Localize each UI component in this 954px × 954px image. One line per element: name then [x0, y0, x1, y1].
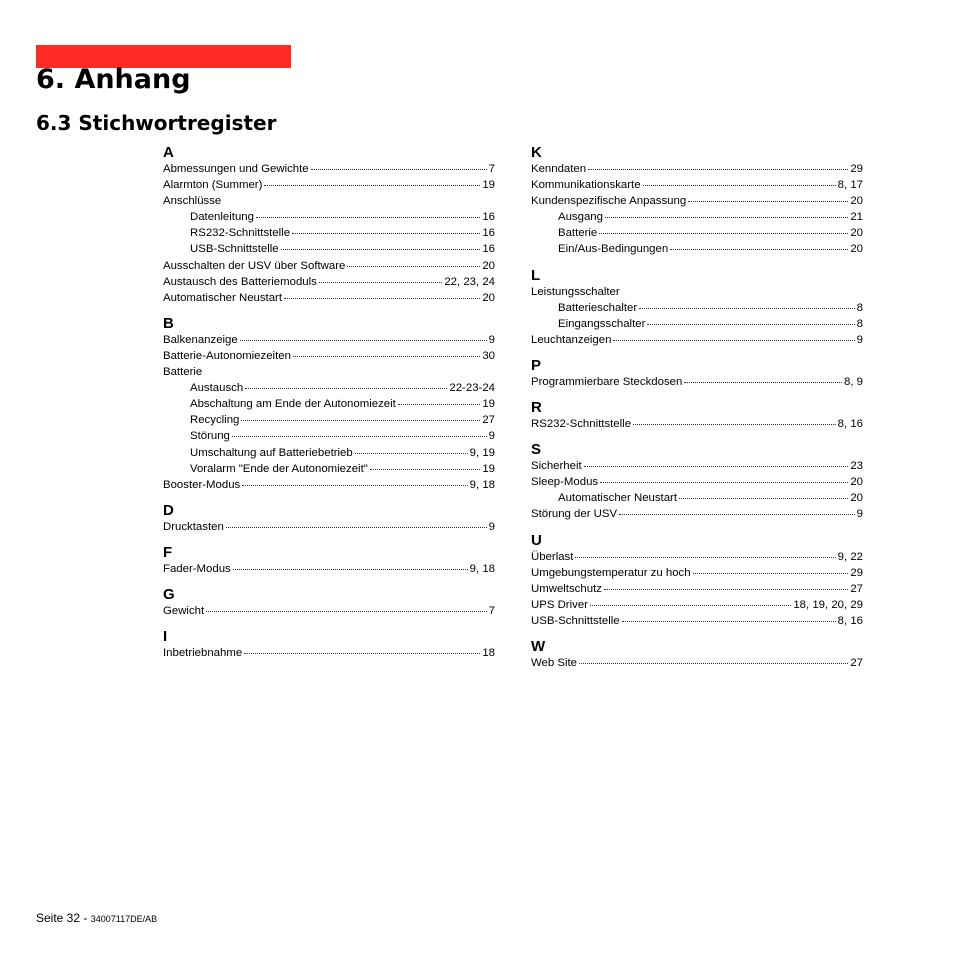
index-term: Inbetriebnahme [163, 647, 243, 660]
index-page-refs: 9, 18 [469, 562, 495, 575]
index-term: Ausschalten der USV über Software [163, 259, 346, 272]
dot-leader [684, 382, 842, 383]
index-page-refs: 20 [850, 492, 863, 505]
index-page-refs: 27 [850, 656, 863, 669]
index-term: Datenleitung [190, 211, 254, 224]
index-letter-heading: I [163, 628, 168, 646]
index-entry [531, 581, 863, 597]
index-term: Umgebungstemperatur zu hoch [531, 566, 691, 579]
index-letter-heading: A [163, 144, 174, 161]
index-group-b [163, 315, 495, 493]
index-term: Leuchtanzeigen [531, 333, 612, 346]
index-entry [531, 549, 863, 565]
dot-leader [245, 388, 447, 389]
index-entry [531, 655, 863, 671]
index-group-f [163, 544, 495, 577]
index-letter-heading: W [531, 637, 546, 655]
index-page-refs: 21 [850, 211, 863, 224]
index-term: USB-Schnittstelle [531, 614, 620, 627]
index-page-refs: 8 [856, 317, 863, 330]
index-subentry [163, 461, 495, 477]
index-term: Störung der USV [531, 508, 618, 521]
index-letter-heading: L [531, 266, 541, 284]
index-group-r [531, 399, 863, 432]
index-term: Eingangsschalter [558, 317, 646, 330]
index-entry [163, 603, 495, 619]
index-page-refs: 29 [850, 566, 863, 579]
index-entry [531, 374, 863, 390]
index-page-refs: 20 [482, 291, 495, 304]
index-subentry [531, 316, 863, 332]
index-term: UPS Driver [531, 598, 588, 611]
index-page-refs: 19 [482, 179, 495, 192]
index-page-refs: 9, 22 [837, 550, 863, 563]
index-term: Umschaltung auf Batteriebetrieb [190, 446, 353, 459]
page-number: Seite 32 - [36, 911, 88, 925]
dot-leader [319, 282, 442, 283]
dot-leader [688, 201, 848, 202]
index-entry [531, 597, 863, 613]
dot-leader [292, 233, 480, 234]
index-group-g [163, 586, 495, 619]
index-entry [163, 161, 495, 177]
index-group-i [163, 628, 495, 661]
index-page-refs: 7 [488, 604, 495, 617]
index-entry [163, 519, 495, 535]
index-term: Austausch des Batteriemoduls [163, 275, 317, 288]
index-letter-heading: F [163, 543, 173, 561]
index-term: Sicherheit [531, 460, 582, 473]
index-entry [531, 416, 863, 432]
index-subentry [163, 209, 495, 225]
dot-leader [347, 266, 480, 267]
index-term: Ein/Aus-Bedingungen [558, 243, 669, 256]
index-entry [163, 193, 495, 209]
index-entry [531, 332, 863, 348]
index-page-refs: 20 [850, 227, 863, 240]
index-term: Gewicht [163, 604, 205, 617]
dot-leader [355, 453, 468, 454]
index-letter-heading: U [531, 531, 542, 549]
index-group-p [531, 357, 863, 390]
index-letter-heading: R [531, 399, 542, 417]
index-group-s [531, 441, 863, 522]
index-page-refs: 9 [488, 430, 495, 443]
dot-leader [605, 217, 848, 218]
index-page-refs: 16 [482, 211, 495, 224]
dot-leader [256, 217, 480, 218]
index-subentry [531, 209, 863, 225]
index-entry [531, 458, 863, 474]
index-term: Störung [190, 430, 230, 443]
index-entry [531, 161, 863, 177]
index-page-refs: 18, 19, 20, 29 [793, 598, 863, 611]
index-entry [531, 506, 863, 522]
index-subentry [163, 428, 495, 444]
index-page-refs: 9, 19 [469, 446, 495, 459]
index-term: RS232-Schnittstelle [531, 418, 632, 431]
index-page-refs: 30 [482, 349, 495, 362]
index-term: Alarmton (Summer) [163, 179, 263, 192]
index-page-refs: 8, 16 [837, 418, 863, 431]
dot-leader [284, 298, 480, 299]
index-term: Batterieschalter [558, 301, 638, 314]
index-page-refs: 16 [482, 227, 495, 240]
index-page-refs: 8, 17 [837, 179, 863, 192]
dot-leader [242, 485, 467, 486]
dot-leader [604, 589, 848, 590]
index-entry [531, 284, 863, 300]
index-page-refs: 29 [850, 163, 863, 175]
index-page-refs: 22, 23, 24 [444, 275, 495, 288]
index-entry [163, 645, 495, 661]
dot-leader [600, 482, 848, 483]
index-term: Leistungsschalter [531, 285, 620, 298]
dot-leader [622, 621, 836, 622]
index-subentry [163, 225, 495, 241]
index-page-refs: 19 [482, 462, 495, 475]
dot-leader [206, 611, 487, 612]
index-page-refs: 9 [856, 333, 863, 346]
dot-leader [639, 308, 855, 309]
index-group-d [163, 502, 495, 535]
index-entry [531, 474, 863, 490]
index-page-refs: 20 [850, 476, 863, 489]
index-entry [163, 177, 495, 193]
index-group-k [531, 144, 863, 258]
index-page-refs: 9 [488, 520, 495, 533]
index-entry [163, 348, 495, 364]
index-entry [163, 364, 495, 380]
index-subentry [163, 396, 495, 412]
index-subentry [531, 300, 863, 316]
index-entry [163, 561, 495, 577]
chapter-title: 6. Anhang [36, 64, 191, 95]
dot-leader [619, 514, 855, 515]
index-term: Sleep-Modus [531, 476, 599, 489]
index-entry [163, 477, 495, 493]
index-entry [531, 193, 863, 209]
dot-leader [647, 324, 854, 325]
index-page-refs: 23 [850, 460, 863, 473]
dot-leader [233, 569, 468, 570]
index-term: Kundenspezifische Anpassung [531, 195, 687, 208]
index-term: Austausch [190, 382, 244, 395]
dot-leader [232, 436, 487, 437]
index-subentry [531, 490, 863, 506]
index-group-w [531, 638, 863, 671]
index-term: Batterie [558, 227, 598, 240]
document-code: 34007117DE/AB [90, 914, 158, 924]
dot-leader [584, 466, 849, 467]
index-group-a [163, 144, 495, 306]
index-term: Fader-Modus [163, 562, 231, 575]
dot-leader [226, 527, 487, 528]
index-letter-heading: K [531, 144, 542, 161]
dot-leader [693, 573, 849, 574]
index-entry [531, 565, 863, 581]
index-page-refs: 27 [482, 414, 495, 427]
dot-leader [311, 169, 487, 170]
index-entry [163, 258, 495, 274]
dot-leader [588, 169, 848, 170]
dot-leader [575, 557, 835, 558]
index-term: Kommunikationskarte [531, 179, 641, 192]
index-page-refs: 8 [856, 301, 863, 314]
index-letter-heading: G [163, 585, 175, 603]
index-subentry [163, 445, 495, 461]
dot-leader [244, 653, 480, 654]
index-page-refs: 7 [488, 163, 495, 175]
index-page-refs: 8, 9 [844, 375, 863, 388]
index-subentry [163, 380, 495, 396]
index-term: Batterie [163, 366, 203, 379]
index-letter-heading: S [531, 441, 542, 459]
index-term: Ausgang [558, 211, 603, 224]
index-entry [531, 177, 863, 193]
index-page-refs: 20 [482, 259, 495, 272]
dot-leader [599, 233, 848, 234]
index-entry [163, 332, 495, 348]
dot-leader [241, 420, 480, 421]
index-group-l [531, 267, 863, 348]
index-subentry [163, 412, 495, 428]
index-page-refs: 22-23-24 [449, 382, 495, 395]
index-term: Web Site [531, 656, 578, 669]
dot-leader [281, 249, 481, 250]
index-page-refs: 18 [482, 647, 495, 660]
dot-leader [643, 185, 836, 186]
dot-leader [370, 469, 481, 470]
index-entry [163, 290, 495, 306]
index-term: Anschlüsse [163, 195, 222, 208]
dot-leader [264, 185, 480, 186]
index-page-refs: 20 [850, 243, 863, 256]
page-footer [36, 911, 157, 925]
index-subentry [531, 225, 863, 241]
index-term: Abmessungen und Gewichte [163, 163, 309, 175]
dot-leader [579, 663, 848, 664]
dot-leader [240, 340, 487, 341]
index-column-right [531, 144, 863, 680]
index-letter-heading: D [163, 501, 174, 519]
index-term: Überlast [531, 550, 574, 563]
dot-leader [293, 356, 480, 357]
index-term: Booster-Modus [163, 478, 241, 491]
index-page-refs: 16 [482, 243, 495, 256]
index-subentry [163, 241, 495, 257]
index-term: Batterie-Autonomiezeiten [163, 349, 291, 362]
index-page-refs: 19 [482, 398, 495, 411]
index-term: Drucktasten [163, 520, 224, 533]
index-term: Programmierbare Steckdosen [531, 375, 683, 388]
index-entry [163, 274, 495, 290]
index-page-refs: 8, 16 [837, 614, 863, 627]
index-term: Recycling [190, 414, 240, 427]
index-term: Voralarm "Ende der Autonomiezeit" [190, 462, 368, 475]
index-entry [531, 613, 863, 629]
index-term: RS232-Schnittstelle [190, 227, 291, 240]
index-page-refs: 27 [850, 582, 863, 595]
dot-leader [398, 404, 481, 405]
index-page-refs: 9 [856, 508, 863, 521]
index-term: Balkenanzeige [163, 333, 238, 346]
index-letter-heading: P [531, 356, 542, 374]
dot-leader [633, 424, 836, 425]
index-column-left [163, 144, 495, 670]
index-subentry [531, 241, 863, 257]
dot-leader [613, 340, 854, 341]
index-term: USB-Schnittstelle [190, 243, 279, 256]
dot-leader [679, 498, 848, 499]
index-page-refs: 20 [850, 195, 863, 208]
index-page-refs: 9, 18 [469, 478, 495, 491]
index-term: Automatischer Neustart [163, 291, 283, 304]
dot-leader [670, 249, 848, 250]
dot-leader [590, 605, 791, 606]
index-term: Kenndaten [531, 163, 587, 175]
index-term: Umweltschutz [531, 582, 602, 595]
index-group-u [531, 532, 863, 629]
section-title: 6.3 Stichwortregister [36, 111, 277, 135]
index-page-refs: 9 [488, 333, 495, 346]
index-term: Abschaltung am Ende der Autonomiezeit [190, 398, 396, 411]
index-letter-heading: B [163, 314, 174, 332]
index-term: Automatischer Neustart [558, 492, 678, 505]
